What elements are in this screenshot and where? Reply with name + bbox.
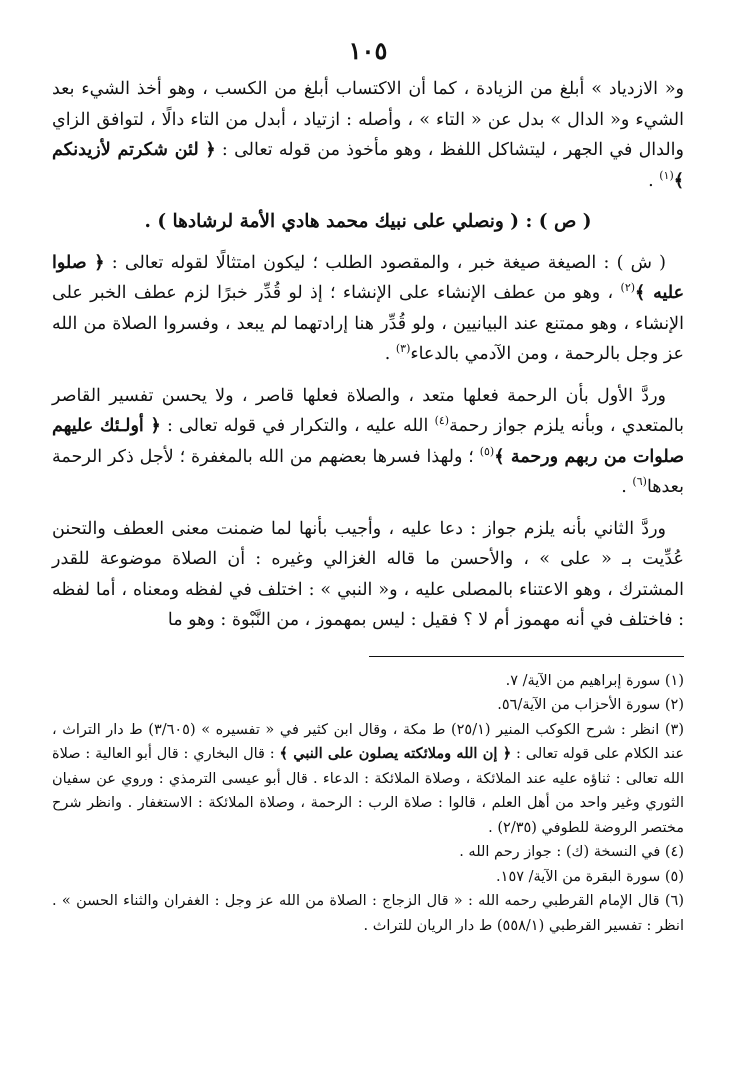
p2-text-a: ( ش ) : الصيغة صيغة خبر ، والمقصود الطلب ؛ ليكون امتثالًا لقوله تعالى : <box>104 252 666 273</box>
paragraph-2 <box>52 248 684 370</box>
footnote-3-quran: ﴿ إن الله وملائكته يصلون على النبي ﴾ <box>279 745 512 762</box>
footnote-3 <box>52 718 684 841</box>
quran-verse-1: ﴿ لئن شكرتم لأزيدنكم ﴾ <box>52 140 684 191</box>
paragraph-3 <box>52 381 684 503</box>
footnote-2: (٢) سورة الأحزاب من الآية/٥٦. <box>497 697 684 713</box>
book-page <box>52 36 684 1046</box>
p3-text-c: ؛ ولهذا فسرها بعضهم من الله بالمغفرة ؛ لأجل ذكر الرحمة بعدها <box>52 446 684 497</box>
paragraph-1 <box>52 74 684 196</box>
footnote-ref-2: (٢) <box>620 281 636 295</box>
quran-verse-2: ﴿ صلوا عليه ﴾ <box>52 252 685 303</box>
p2-end: . <box>384 344 396 364</box>
matn-statement: ( ص ) : ( ونصلي على نبيك محمد هادي الأمة لرشادها ) . <box>144 211 592 232</box>
footnote-6: (٦) قال الإمام القرطبي رحمه الله : « قال الزجاج : الصلاة من الله عز وجل : الغفران والثناء الحسن » . انظر : تفسير القرطبي (٥٥٨/١) ط دار الريان للتراث . <box>52 893 684 934</box>
footnote-4: (٤) في النسخة (ك) : جواز رحم الله . <box>459 844 684 860</box>
footnote-divider <box>369 656 684 657</box>
footnote-5: (٥) سورة البقرة من الآية/ ١٥٧. <box>496 868 684 885</box>
footnotes <box>52 669 684 939</box>
p3-end: . <box>621 477 633 497</box>
paragraph-4: وردَّ الثاني بأنه يلزم جواز : دعا عليه ، وأجيب بأنها لما ضمنت معنى العطف والتحنن عُدِّيت بـ « على » ، والأحسن ما قاله الغزالي وغيره : أن الصلاة موضوعة للقدر المشترك ، وهو الاعتناء بالمصلى عليه ، و« النبي » : اختلف في لفظه ومعناه ، أما لفظه : فاختلف في أنه مهموز أم لا ؟ فقيل : ليس بمهموز ، من النَّبْوة : وهو ما <box>52 518 684 630</box>
footnote-ref-5: (٥) <box>479 444 495 458</box>
page-number: ١٠٥ <box>348 36 388 65</box>
p1-end: . <box>648 170 660 191</box>
p3-text-a: وردَّ الأول بأن الرحمة فعلها متعد ، والصلاة فعلها قاصر ، ولا يحسن تفسير القاصر بالمتعدي ، وبأنه يلزم جواز رحمة <box>52 385 684 436</box>
footnote-ref-3: (٣) <box>395 342 411 356</box>
main-text <box>52 74 684 636</box>
footnote-1: (١) سورة إبراهيم من الآية/ ٧. <box>505 672 684 689</box>
footnote-ref-4: (٤) <box>434 414 450 428</box>
p2-text-b: ، وهو من عطف الإنشاء على الإنشاء ؛ إذ لو قُدِّر خبرًا لزم عطف الخبر على الإنشاء ، وهو ممتنع عند البيانيين ، ولو قُدِّر هنا إرادتهما لم يبعد ، وفسروا الصلاة من الله عز وجل بالرحمة ، ومن الآدمي بالدعاء <box>52 283 684 364</box>
footnote-3-text-b: : قال البخاري : قال أبو العالية : صلاة الله تعالى : ثناؤه عليه عند الملائكة ، وصلاة الملائكة : الدعاء . قال أبو عيسى الترمذي : وروي عن سفيان الثوري وغير واحد من أهل العلم ، قالوا : صلاة الرب : الرحمة ، وصلاة الملائكة : الاستغفار . وانظر شرح مختصر الروضة للطوفي (٢/٣٥) . <box>52 746 684 836</box>
quran-verse-3: ﴿ أولـئك عليهم صلوات من ربهم ورحمة ﴾ <box>52 416 684 467</box>
footnote-ref-6: (٦) <box>632 475 647 489</box>
footnote-3-text-a: (٣) انظر : شرح الكوكب المنير (٢٥/١) ط مكة ، وقال ابن كثير في « تفسيره » (٣/٦٠٥) ط دار التراث ، عند الكلام على قوله تعالى : <box>52 721 684 762</box>
p3-text-b: الله عليه ، والتكرار في قوله تعالى : <box>160 416 435 436</box>
p1-text: و« الازدياد » أبلغ من الزيادة ، كما أن الاكتساب أبلغ من الكسب ، وهو أخذ الشيء بعد الشيء و« الدال » بدل عن « التاء » ، وأصله : ازتياد ، أبدل من التاء دالًا ، لتوافق الزاي والدال في الجهر ، ليتشاكل اللفظ ، وهو مأخوذ من قوله تعالى : <box>52 79 684 160</box>
footnote-ref-1: (١) <box>659 168 674 182</box>
